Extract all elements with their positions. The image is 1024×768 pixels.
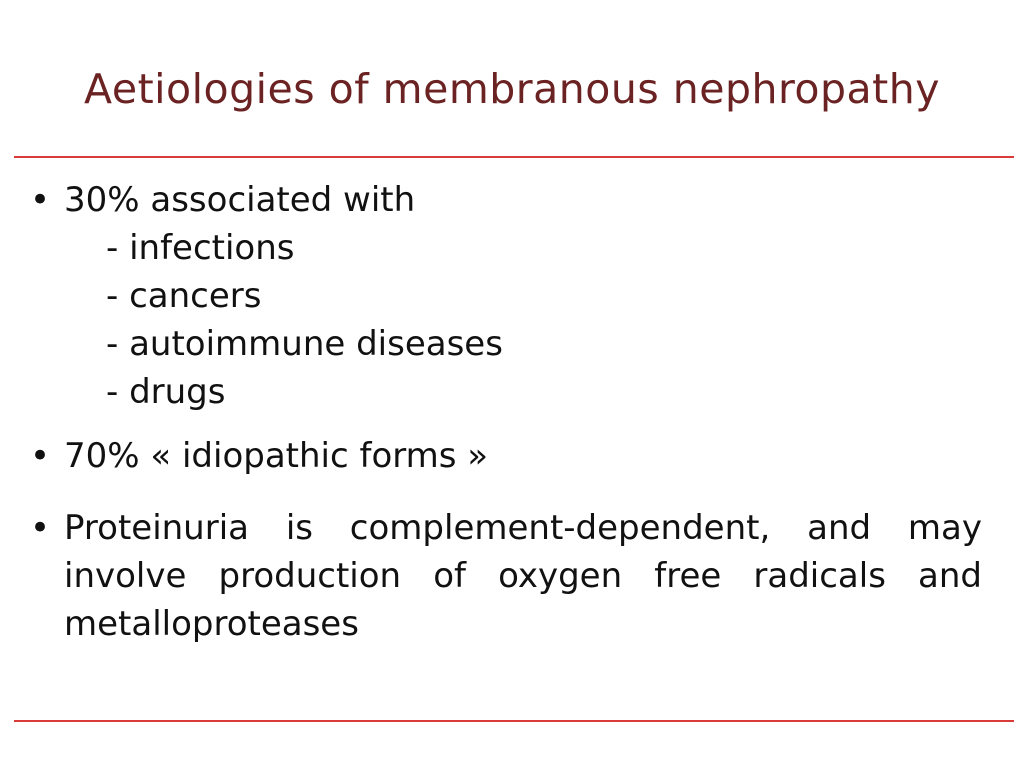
bullet-dot: • [30,436,51,476]
sub-item-infections: - infections [106,228,295,268]
slide-title: Aetiologies of membranous nephropathy [84,65,940,114]
bullet-item-proteinuria [30,504,990,648]
bottom-divider [14,720,1014,722]
bullet-text: 70% « idiopathic forms » [64,436,489,476]
sub-list [64,224,990,416]
bullet-text: 30% associated with [64,180,416,220]
bullet-item-associated [30,176,990,416]
bullet-text: Proteinuria is complement-dependent, and may involve production of oxygen free radicals and metalloproteases [64,508,982,644]
bullet-dot: • [30,508,51,548]
sub-item-drugs: - drugs [106,372,226,412]
bullet-item-idiopathic [30,432,990,480]
sub-item-autoimmune: - autoimmune diseases [106,324,503,364]
bullet-list [30,176,990,648]
top-divider [14,156,1014,158]
sub-item-cancers: - cancers [106,276,262,316]
bullet-dot: • [30,180,51,220]
